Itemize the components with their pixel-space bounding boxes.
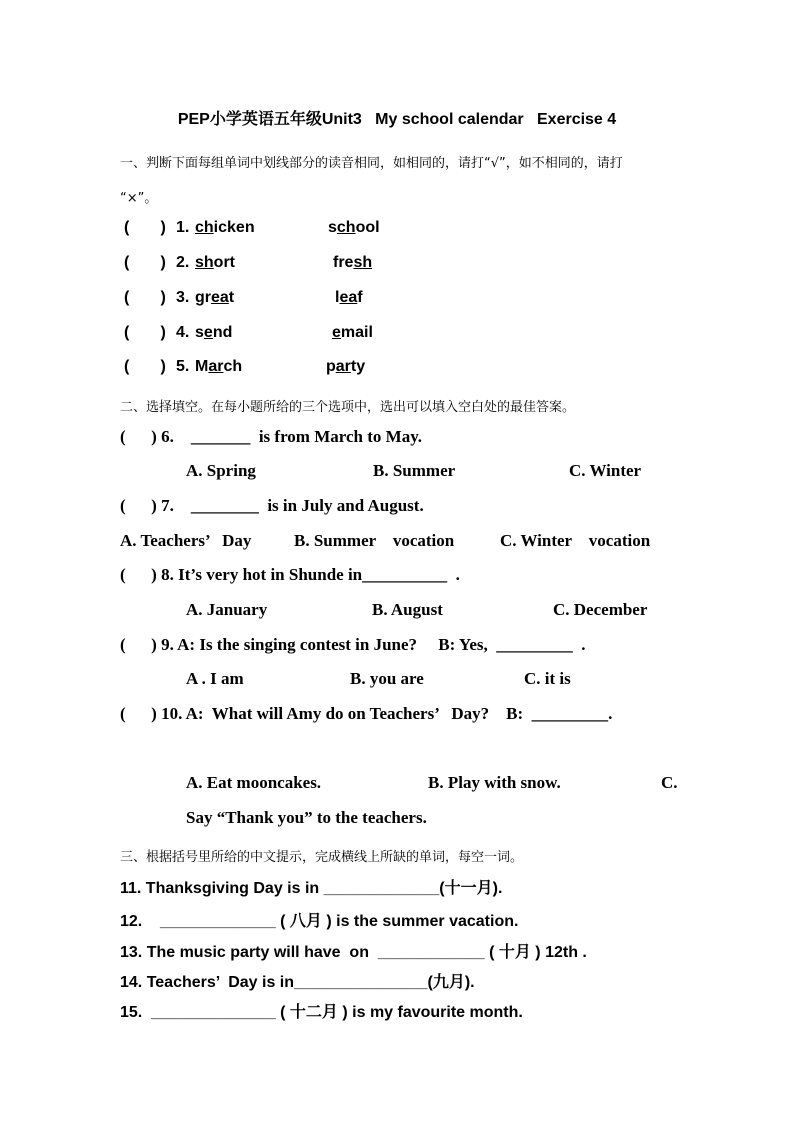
question-10-option-c-text: Say “Thank you” to the teachers. (186, 808, 427, 827)
word-part: mail (340, 324, 373, 341)
question-10-option-b: B. Play with snow. (428, 773, 561, 792)
question-8-option-a: A. January (186, 600, 268, 619)
word-1 (195, 358, 242, 376)
word-part: s (328, 219, 337, 236)
word-part: p (326, 358, 336, 375)
question-6-stem: ( ) 6. _______ is from March to May. (120, 427, 423, 446)
word-1 (195, 219, 255, 237)
word-part: ch (223, 358, 243, 375)
section1-instruction: 一、判断下面每组单词中划线部分的读音相同，如相同的，请打“√”，如不相同的，请打 (120, 156, 623, 171)
word-part: M (195, 358, 209, 375)
item-number: 3. (176, 289, 190, 306)
question-9-option-c: C. it is (524, 669, 571, 688)
underlined-letters: ea (211, 289, 229, 306)
underlined-letters: sh (353, 254, 373, 271)
underlined-letters: ea (339, 289, 358, 306)
underlined-letters: ch (195, 219, 214, 236)
question-9-option-a: A . I am (186, 669, 244, 688)
underlined-letters: ch (336, 219, 356, 236)
question-8-option-c: C. December (553, 600, 648, 619)
section1-instruction-cont: “×”。 (120, 191, 158, 206)
question-7-option-a: A. Teachers’ Day (120, 531, 252, 550)
word-part: f (357, 289, 363, 306)
word-2 (328, 219, 380, 237)
question-13: 13. The music party will have on ____________ ( 十月 ) 12th . (120, 944, 587, 961)
word-1 (195, 289, 234, 307)
word-part: ort (213, 254, 235, 271)
section3-instruction: 三、根据括号里所给的中文提示，完成横线上所缺的单词，每空一词。 (120, 850, 524, 865)
word-part: ty (350, 358, 366, 375)
word-part: nd (212, 324, 233, 341)
underlined-letters: e (332, 324, 341, 341)
word-2 (333, 254, 372, 272)
word-2 (326, 358, 365, 376)
question-6-option-a: A. Spring (186, 461, 256, 480)
underlined-letters: ar (208, 358, 224, 375)
question-8-stem: ( ) 8. It’s very hot in Shunde in__________ . (120, 565, 460, 584)
item-number: 1. (176, 219, 190, 236)
question-10-option-c: C. (661, 773, 678, 792)
underlined-letters: sh (195, 254, 214, 271)
answer-bracket[interactable]: ( ) (124, 358, 166, 375)
answer-bracket[interactable]: ( ) (124, 289, 166, 306)
answer-bracket[interactable]: ( ) (124, 219, 166, 236)
question-10-option-a: A. Eat mooncakes. (186, 773, 322, 792)
question-11: 11. Thanksgiving Day is in _____________(十一月). (120, 880, 503, 897)
word-part: l (335, 289, 340, 306)
question-14: 14. Teachers’ Day is in_______________(九月). (120, 974, 475, 991)
word-part: s (195, 324, 204, 341)
question-9-option-b: B. you are (350, 669, 424, 688)
question-7-option-c: C. Winter vocation (500, 531, 651, 550)
question-9-stem: ( ) 9. A: Is the singing contest in June? B: Yes, _________ . (120, 635, 586, 654)
word-1 (195, 254, 235, 272)
item-number: 5. (176, 358, 190, 375)
question-7-option-b: B. Summer vocation (294, 531, 455, 550)
section2-instruction: 二、选择填空。在每小题所给的三个选项中，选出可以填入空白处的最佳答案。 (120, 400, 576, 415)
word-1 (195, 324, 232, 342)
question-7-stem: ( ) 7. ________ is in July and August. (120, 496, 424, 515)
word-part: icken (213, 219, 255, 236)
question-10-stem: ( ) 10. A: What will Amy do on Teachers’ Day? B: _________. (120, 704, 613, 723)
word-part: fre (333, 254, 354, 271)
word-part: t (228, 289, 235, 306)
item-number: 2. (176, 254, 190, 271)
question-15: 15. ______________ ( 十二月 ) is my favourite month. (120, 1004, 523, 1021)
answer-bracket[interactable]: ( ) (124, 324, 166, 341)
word-2 (335, 289, 363, 307)
underlined-letters: e (203, 324, 213, 341)
word-2 (332, 324, 373, 342)
underlined-letters: ar (335, 358, 351, 375)
page-title: PEP小学英语五年级Unit3 My school calendar Exercise 4 (177, 111, 617, 128)
question-12: 12. _____________ ( 八月 ) is the summer vacation. (120, 913, 519, 930)
word-part: ool (355, 219, 380, 236)
answer-bracket[interactable]: ( ) (124, 254, 166, 271)
question-6-option-b: B. Summer (373, 461, 456, 480)
item-number: 4. (176, 324, 190, 341)
question-8-option-b: B. August (372, 600, 443, 619)
word-part: gr (195, 289, 211, 306)
question-6-option-c: C. Winter (569, 461, 642, 480)
